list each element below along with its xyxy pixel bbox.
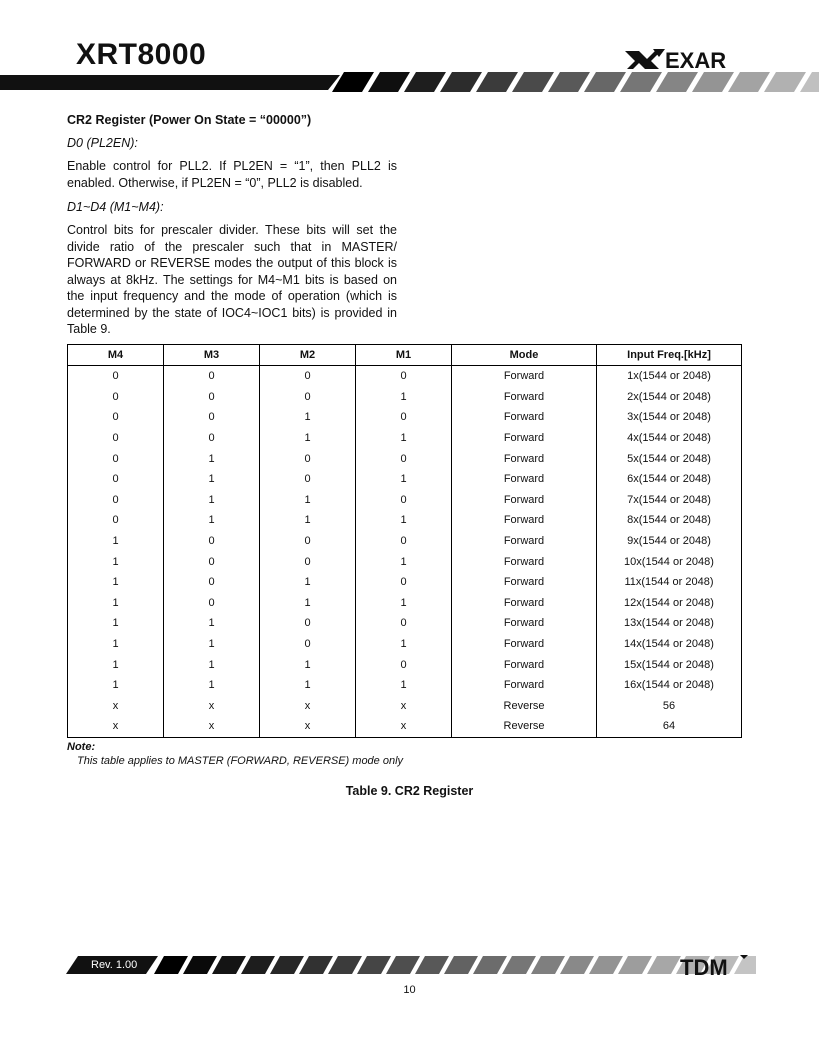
table-cell: 2x(1544 or 2048)	[597, 387, 742, 408]
table-cell: 0	[260, 366, 356, 387]
part-number: XRT8000	[76, 38, 207, 71]
table-cell: 1	[164, 675, 260, 696]
table-cell: 0	[356, 490, 452, 511]
table-cell: 64	[597, 716, 742, 737]
d0-description: Enable control for PLL2. If PL2EN = “1”, then PLL2 is enabled. Otherwise, if PL2EN = “0”, PLL2 is disabled.	[67, 159, 397, 190]
table-cell: 0	[260, 448, 356, 469]
table-cell: 1	[68, 593, 164, 614]
table-cell: 0	[260, 634, 356, 655]
table-cell: 0	[260, 469, 356, 490]
table-cell: 0	[164, 366, 260, 387]
d0-heading: D0 (PL2EN):	[67, 136, 138, 150]
table-cell: x	[164, 716, 260, 737]
table-cell: 1	[260, 407, 356, 428]
table-cell: 14x(1544 or 2048)	[597, 634, 742, 655]
table-row	[68, 675, 742, 696]
table-cell: 1	[260, 428, 356, 449]
table-cell: x	[164, 696, 260, 717]
table-row	[68, 407, 742, 428]
table-cell: Forward	[452, 531, 597, 552]
table-cell: 13x(1544 or 2048)	[597, 613, 742, 634]
table-cell: 0	[164, 387, 260, 408]
table-cell: Forward	[452, 572, 597, 593]
table-cell: x	[356, 696, 452, 717]
table-cell: 1	[356, 551, 452, 572]
table-cell: 1	[356, 675, 452, 696]
table-cell: Forward	[452, 613, 597, 634]
table-cell: 0	[68, 469, 164, 490]
table-cell: 0	[164, 572, 260, 593]
table-cell: 1	[260, 490, 356, 511]
table-cell: Forward	[452, 448, 597, 469]
table-row	[68, 428, 742, 449]
table-cell: Forward	[452, 407, 597, 428]
table-cell: 0	[68, 407, 164, 428]
table-cell: 1	[164, 469, 260, 490]
table-cell: 11x(1544 or 2048)	[597, 572, 742, 593]
table-cell: 1	[260, 510, 356, 531]
table-cell: 0	[356, 366, 452, 387]
table-cell: 4x(1544 or 2048)	[597, 428, 742, 449]
table-cell: 15x(1544 or 2048)	[597, 654, 742, 675]
table-cell: 0	[68, 510, 164, 531]
table-row	[68, 716, 742, 737]
table-cell: 0	[164, 428, 260, 449]
table-cell: 56	[597, 696, 742, 717]
table-cell: 1	[356, 428, 452, 449]
section-title: CR2 Register (Power On State = “00000”)	[67, 113, 312, 127]
table-cell: Forward	[452, 675, 597, 696]
table-cell: 1	[68, 634, 164, 655]
column-header: M1	[356, 345, 452, 366]
table-cell: 16x(1544 or 2048)	[597, 675, 742, 696]
table-cell: 1	[356, 510, 452, 531]
note-text: This table applies to MASTER (FORWARD, REVERSE) mode only	[77, 755, 404, 767]
table-row	[68, 593, 742, 614]
table-row	[68, 696, 742, 717]
table-cell: x	[68, 716, 164, 737]
trademark-icon	[740, 955, 748, 959]
table-cell: 1	[260, 654, 356, 675]
table-cell: 1	[164, 448, 260, 469]
column-header: M2	[260, 345, 356, 366]
table-cell: 1	[164, 510, 260, 531]
table-cell: Forward	[452, 634, 597, 655]
tdm-logo	[680, 953, 750, 981]
table-row	[68, 531, 742, 552]
note-label: Note:	[67, 741, 96, 753]
column-header: Mode	[452, 345, 597, 366]
table-cell: 1	[164, 634, 260, 655]
tdm-logo-text: TDM	[680, 955, 728, 980]
table-cell: 3x(1544 or 2048)	[597, 407, 742, 428]
table-row	[68, 490, 742, 511]
table-cell: 1	[356, 593, 452, 614]
table-row	[68, 634, 742, 655]
table-header-row	[68, 345, 742, 366]
table-cell: 1	[68, 675, 164, 696]
table-cell: 0	[356, 448, 452, 469]
table-cell: 0	[260, 613, 356, 634]
table-cell: 1	[356, 634, 452, 655]
table-cell: 0	[68, 490, 164, 511]
column-header: Input Freq.[kHz]	[597, 345, 742, 366]
table-cell: 1	[260, 593, 356, 614]
d1-d4-heading: D1~D4 (M1~M4):	[67, 200, 164, 214]
table-cell: 0	[356, 613, 452, 634]
table-cell: Forward	[452, 551, 597, 572]
table-cell: 1	[356, 387, 452, 408]
table-cell: 0	[164, 551, 260, 572]
footer-band	[66, 956, 756, 974]
table-cell: 1	[164, 654, 260, 675]
column-header: M3	[164, 345, 260, 366]
table-cell: 1	[68, 572, 164, 593]
table-cell: 0	[356, 531, 452, 552]
table-cell: 1	[260, 572, 356, 593]
table-row	[68, 510, 742, 531]
table-cell: Forward	[452, 366, 597, 387]
table-cell: 7x(1544 or 2048)	[597, 490, 742, 511]
table-cell: 9x(1544 or 2048)	[597, 531, 742, 552]
table-cell: 1	[68, 531, 164, 552]
table-cell: Forward	[452, 510, 597, 531]
table-cell: Forward	[452, 469, 597, 490]
table-row	[68, 613, 742, 634]
exar-mark-icon	[625, 49, 665, 69]
table-cell: 12x(1544 or 2048)	[597, 593, 742, 614]
table-cell: 0	[68, 428, 164, 449]
table-cell: 1	[68, 613, 164, 634]
header-band	[0, 72, 819, 92]
exar-logo	[625, 47, 745, 71]
table-cell: Forward	[452, 387, 597, 408]
table-cell: x	[260, 716, 356, 737]
table-cell: 0	[164, 531, 260, 552]
exar-logo-text: EXAR	[665, 48, 727, 71]
table-cell: Forward	[452, 428, 597, 449]
table-row	[68, 551, 742, 572]
table-row	[68, 469, 742, 490]
table-cell: 1x(1544 or 2048)	[597, 366, 742, 387]
table-cell: 0	[68, 387, 164, 408]
table-cell: 1	[164, 490, 260, 511]
table-caption: Table 9. CR2 Register	[345, 784, 474, 798]
table-cell: 6x(1544 or 2048)	[597, 469, 742, 490]
table-cell: x	[356, 716, 452, 737]
table-cell: 0	[356, 407, 452, 428]
table-cell: 0	[164, 593, 260, 614]
table-cell: 0	[356, 654, 452, 675]
table-row	[68, 387, 742, 408]
table-cell: 0	[260, 387, 356, 408]
table-cell: Forward	[452, 654, 597, 675]
table-cell: 1	[68, 551, 164, 572]
table-cell: Forward	[452, 490, 597, 511]
table-cell: Reverse	[452, 696, 597, 717]
table-cell: Reverse	[452, 716, 597, 737]
table-cell: 10x(1544 or 2048)	[597, 551, 742, 572]
table-cell: 0	[68, 366, 164, 387]
table-cell: 0	[356, 572, 452, 593]
table-cell: 5x(1544 or 2048)	[597, 448, 742, 469]
table-cell: 8x(1544 or 2048)	[597, 510, 742, 531]
table-cell: 0	[260, 551, 356, 572]
table-cell: 0	[164, 407, 260, 428]
column-header: M4	[68, 345, 164, 366]
table-row	[68, 572, 742, 593]
cr2-register-table	[67, 344, 742, 738]
table-cell: 1	[356, 469, 452, 490]
d1-d4-description: Control bits for prescaler divider. These bits will set the divide ratio of the prescaler such that in MASTER/ FORWARD or REVERSE modes the output of this block is always at 8kHz. The settings for M4~M1 bits is based on the input frequency and the mode of operation (which is determined by the state of IOC4~IOC1 bits) is provided in Table 9.	[67, 223, 397, 336]
table-cell: 1	[164, 613, 260, 634]
revision-label: Rev. 1.00	[91, 959, 138, 971]
table-cell: 1	[68, 654, 164, 675]
table-row	[68, 366, 742, 387]
table-cell: 0	[68, 448, 164, 469]
table-cell: x	[68, 696, 164, 717]
table-row	[68, 448, 742, 469]
table-row	[68, 654, 742, 675]
table-cell: 0	[260, 531, 356, 552]
table-cell: x	[260, 696, 356, 717]
table-cell: 1	[260, 675, 356, 696]
table-cell: Forward	[452, 593, 597, 614]
page-number: 10	[403, 984, 416, 996]
